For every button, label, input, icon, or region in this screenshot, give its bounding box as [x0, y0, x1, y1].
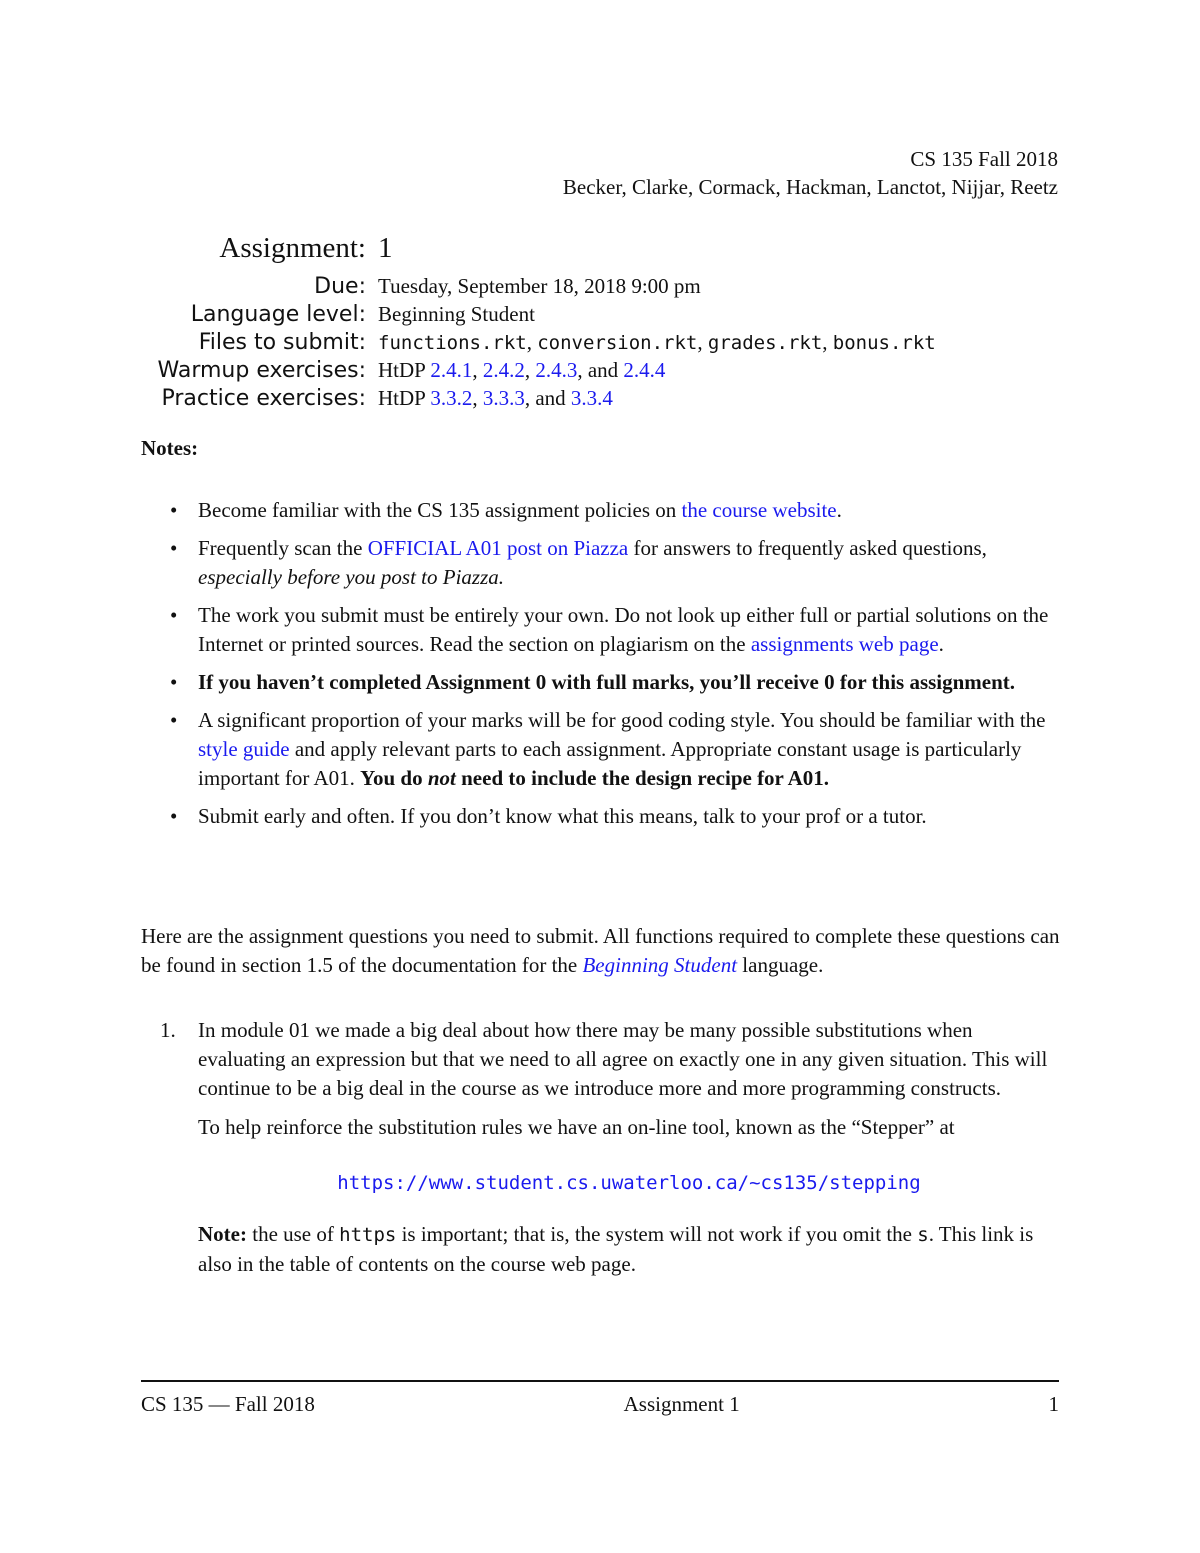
- file-name: functions.rkt: [378, 332, 527, 354]
- bullet-icon: •: [170, 804, 178, 828]
- note-bold-italic: not: [427, 766, 456, 790]
- code-https: https: [339, 1224, 397, 1246]
- assignment-row: [140, 232, 1080, 274]
- practice-label: Practice exercises:: [161, 386, 366, 411]
- practice-link[interactable]: 3.3.3: [482, 386, 525, 410]
- language-value: Beginning Student: [378, 302, 535, 326]
- due-value: Tuesday, September 18, 2018 9:00 pm: [378, 274, 701, 298]
- note-bold: You do: [360, 766, 428, 790]
- instructors-line: Becker, Clarke, Cormack, Hackman, Lanctot, Nijjar, Reetz: [562, 175, 1058, 199]
- practice-prefix: HtDP: [378, 386, 426, 410]
- practice-link[interactable]: 3.3.4: [570, 386, 613, 410]
- note-text: for answers to frequently asked questions,: [628, 536, 987, 560]
- list-item: • Become familiar with the CS 135 assignment policies on the course website.: [160, 496, 1060, 525]
- style-guide-link[interactable]: style guide: [198, 737, 290, 761]
- page-footer: [141, 1392, 1059, 1417]
- file-name: grades.rkt: [707, 332, 823, 354]
- bullet-icon: •: [170, 498, 178, 522]
- question-paragraph: To help reinforce the substitution rules we have an on-line tool, known as the “Stepper” at: [198, 1115, 955, 1139]
- note-italic: especially before you post to Piazza.: [198, 565, 504, 589]
- assignments-page-link[interactable]: assignments web page: [750, 632, 939, 656]
- due-row: [140, 274, 1080, 302]
- footer-center: Assignment 1: [623, 1392, 740, 1416]
- file-name: conversion.rkt: [537, 332, 698, 354]
- note-text: Become familiar with the CS 135 assignment policies on: [198, 498, 682, 522]
- notes-title: Notes:: [141, 436, 199, 460]
- list-item: [160, 706, 1060, 793]
- warmup-link[interactable]: 2.4.3: [535, 358, 578, 382]
- note-text: . This link is also in the table of contents on the course web page.: [198, 1222, 1034, 1276]
- note-text: Frequently scan the: [198, 536, 368, 560]
- question-paragraph: In module 01 we made a big deal about how there may be many possible substitutions when evaluating an expression but that we need to all agree on exactly one in any given situation. This will continue to be a big deal in the course as we introduce more and more programming constructs.: [198, 1018, 1048, 1100]
- code-s: s: [917, 1224, 929, 1246]
- footer-left: CS 135 — Fall 2018: [141, 1392, 315, 1416]
- intro-text: Here are the assignment questions you need to submit. All functions required to complete these questions can be found in section 1.5 of the documentation for the: [141, 924, 1060, 977]
- warmup-prefix: HtDP: [378, 358, 426, 382]
- files-row: Files to submit: functions.rkt, conversion.rkt, grades.rkt, bonus.rkt: [140, 330, 1080, 358]
- note-label: Note:: [198, 1222, 247, 1246]
- assignment-info-table: [140, 232, 1080, 414]
- list-item: [160, 802, 1060, 831]
- note-bold: need to include the design recipe for A01.: [455, 766, 830, 790]
- note-text: The work you submit must be entirely your own. Do not look up either full or partial solutions on the Internet or printed sources. Read the section on plagiarism on the: [198, 603, 1049, 656]
- assignment-label: Assignment:: [219, 232, 366, 264]
- notes-list: [160, 496, 1060, 840]
- bullet-icon: •: [170, 670, 178, 694]
- note-text: Submit early and often. If you don’t know what this means, talk to your prof or a tutor.: [198, 804, 927, 828]
- practice-link[interactable]: 3.3.2: [430, 386, 473, 410]
- note-bold: If you haven’t completed Assignment 0 with full marks, you’ll receive 0 for this assignment.: [198, 670, 1016, 694]
- note-paragraph: [198, 1220, 1060, 1279]
- language-row: [140, 302, 1080, 330]
- course-website-link[interactable]: the course website: [681, 498, 837, 522]
- warmup-link[interactable]: 2.4.1: [430, 358, 473, 382]
- warmup-link[interactable]: 2.4.4: [623, 358, 666, 382]
- beginning-student-link[interactable]: Beginning Student: [582, 953, 738, 977]
- list-item: • The work you submit must be entirely your own. Do not look up either full or partial solutions on the Internet or printed sources. Read the section on plagiarism on the assignments web page.: [170, 603, 1049, 656]
- note-text: is important; that is, the system will not work if you omit the: [396, 1222, 918, 1246]
- page-number: 1: [1048, 1392, 1059, 1416]
- due-label: Due:: [314, 274, 366, 299]
- note-text: A significant proportion of your marks will be for good coding style. You should be familiar with the: [198, 708, 1046, 732]
- file-name: bonus.rkt: [832, 332, 936, 354]
- piazza-post-link[interactable]: OFFICIAL A01 post on Piazza: [367, 536, 629, 560]
- intro-text: language.: [737, 953, 824, 977]
- warmup-label: Warmup exercises:: [157, 358, 366, 383]
- practice-row: Practice exercises: HtDP 3.3.2, 3.3.3, and 3.3.4: [140, 386, 1080, 414]
- course-header: CS 135 Fall 2018: [910, 147, 1058, 171]
- and-word: and: [587, 358, 619, 382]
- note-text: the use of: [246, 1222, 340, 1246]
- files-label: Files to submit:: [198, 330, 366, 355]
- bullet-icon: •: [170, 603, 178, 627]
- list-item: [160, 534, 1060, 592]
- language-label: Language level:: [190, 302, 366, 327]
- footer-divider: [141, 1380, 1059, 1382]
- warmup-link[interactable]: 2.4.2: [482, 358, 525, 382]
- bullet-icon: •: [170, 536, 178, 560]
- bullet-icon: •: [170, 708, 178, 732]
- note-text: and apply relevant parts to each assignment. Appropriate constant usage is particularly important for A01.: [198, 737, 1022, 790]
- stepper-url-link[interactable]: https://www.student.cs.uwaterloo.ca/~cs135/stepping: [337, 1172, 921, 1194]
- warmup-row: Warmup exercises: HtDP 2.4.1, 2.4.2, 2.4.3, and 2.4.4: [140, 358, 1080, 386]
- question-1: [160, 1016, 1060, 1289]
- assignment-value: 1: [378, 232, 393, 264]
- and-word: and: [535, 386, 566, 410]
- intro-paragraph: [141, 922, 1061, 980]
- question-number: 1.: [160, 1018, 176, 1042]
- list-item: [160, 668, 1060, 697]
